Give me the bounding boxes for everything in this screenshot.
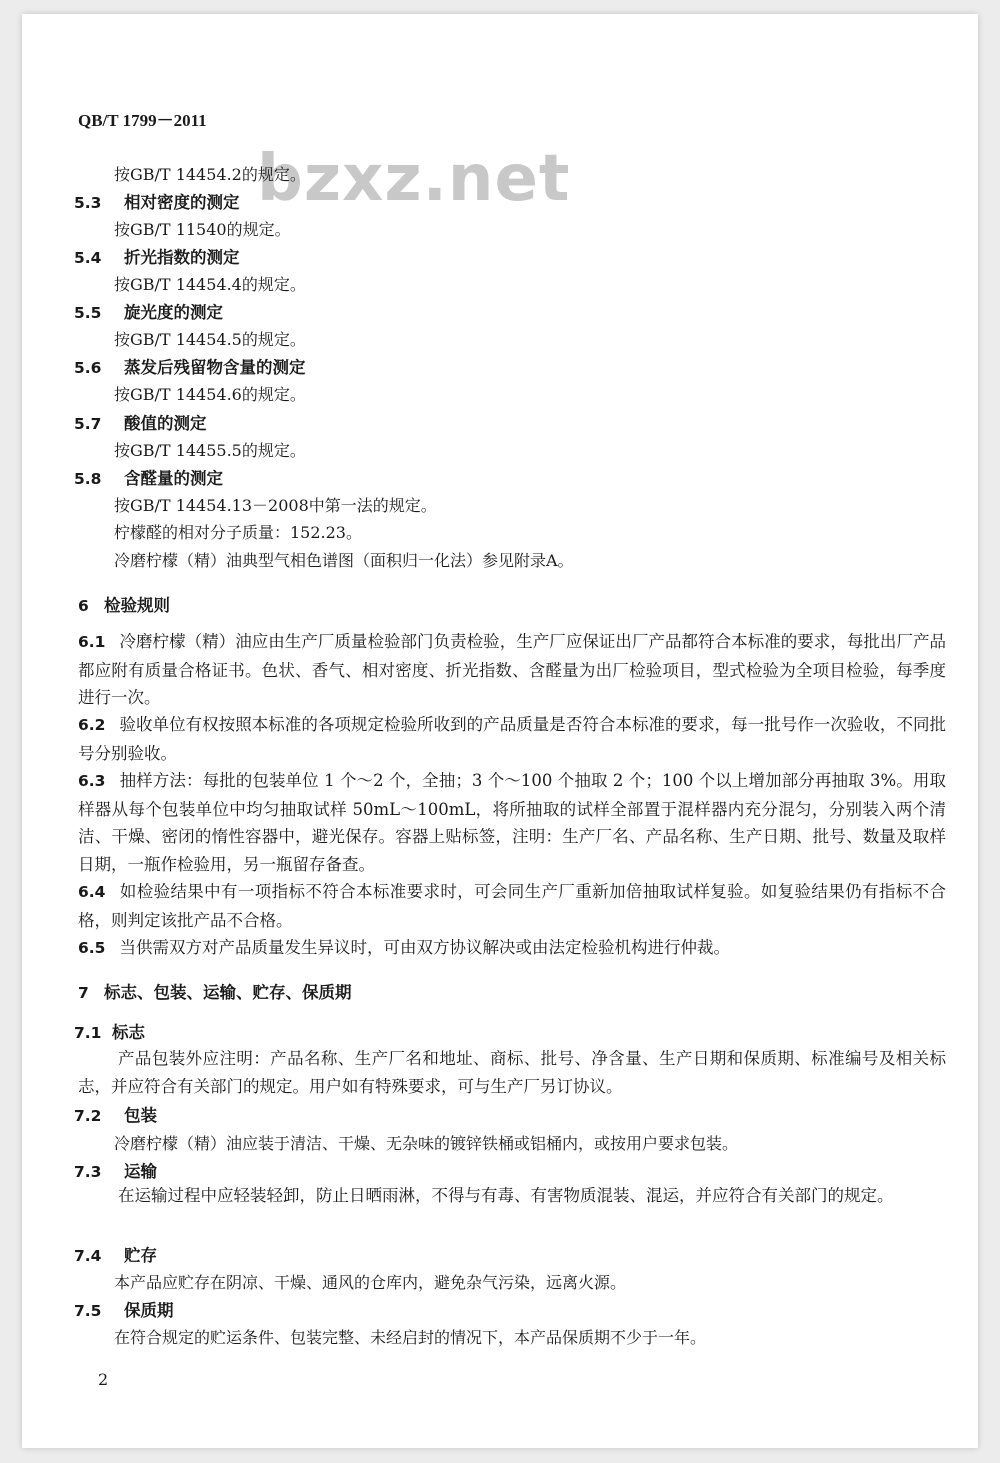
- section-6-heading: [78, 592, 170, 616]
- heading-number: 7.2: [74, 1107, 102, 1125]
- paragraph-6-2: 6.2 验收单位有权按照本标准的各项规定检验所收到的产品质量是否符合本标准的要求，每一批号作一次验收，不同批号分别验收。: [78, 715, 946, 763]
- heading-5-5: [74, 299, 223, 323]
- heading-title: 贮存: [124, 1246, 157, 1265]
- paragraph-6-5: 6.5 当供需双方对产品质量发生异议时，可由双方协议解决或由法定检验机构进行仲裁。: [78, 938, 730, 957]
- text-7-2: 冷磨柠檬（精）油应装于清洁、干燥、无杂味的镀锌铁桶或铝桶内，或按用户要求包装。: [114, 1134, 739, 1153]
- heading-number: 7.3: [74, 1163, 102, 1181]
- heading-number: 5.7: [74, 415, 102, 433]
- heading-title: 包装: [124, 1106, 157, 1125]
- heading-title: 含醛量的测定: [124, 469, 223, 488]
- heading-number: 5.3: [74, 194, 102, 212]
- heading-title: 酸值的测定: [124, 414, 207, 433]
- heading-5-6: [74, 354, 306, 378]
- heading-5-4: [74, 244, 240, 268]
- heading-number: 5.4: [74, 249, 102, 267]
- section-number: 7: [78, 984, 89, 1002]
- heading-title: 折光指数的测定: [124, 248, 240, 267]
- text-7-4: 本产品应贮存在阴凉、干燥、通风的仓库内，避免杂气污染，远离火源。: [114, 1273, 627, 1292]
- heading-number: 5.8: [74, 470, 102, 488]
- paragraph-6-4: 6.4 如检验结果中有一项指标不符合本标准要求时，可会同生产厂重新加倍抽取试样复验。如复验结果仍有指标不合格，则判定该批产品不合格。: [78, 882, 946, 930]
- document-page: [22, 14, 978, 1448]
- page-number: 2: [98, 1370, 109, 1389]
- text-5-7: 按GB/T 14455.5的规定。: [114, 441, 306, 460]
- section-number: 6: [78, 597, 89, 615]
- heading-title: 蒸发后残留物含量的测定: [124, 358, 306, 377]
- s5-intro-text: 按GB/T 14454.2的规定。: [114, 165, 306, 184]
- text-5-8: 按GB/T 14454.13－2008中第一法的规定。: [114, 496, 437, 515]
- heading-number: 5.6: [74, 359, 102, 377]
- standard-code: QB/T 1799－2011: [78, 111, 207, 130]
- text-5-5: 按GB/T 14454.5的规定。: [114, 330, 306, 349]
- text-5-3: 按GB/T 11540的规定。: [114, 220, 291, 239]
- watermark: bzxz.net: [257, 142, 571, 216]
- heading-number: 7.4: [74, 1247, 102, 1265]
- heading-number: 5.5: [74, 304, 102, 322]
- heading-title: 旋光度的测定: [124, 303, 223, 322]
- heading-number: 7.1: [74, 1024, 102, 1042]
- heading-number: 7.5: [74, 1302, 102, 1320]
- heading-5-8: [74, 465, 223, 489]
- paragraph-6-1: 6.1 冷磨柠檬（精）油应由生产厂质量检验部门负责检验，生产厂应保证出厂产品都符合本标准的要求，每批出厂产品都应附有质量合格证书。色状、香气、相对密度、折光指数、含醛量为出厂检验项目，型式检验为全项目检验，每季度进行一次。: [78, 632, 946, 707]
- text-7-1: 产品包装外应注明：产品名称、生产厂名和地址、商标、批号、净含量、生产日期和保质期、标准编号及相关标志，并应符合有关部门的规定。用户如有特殊要求，可与生产厂另订协议。: [78, 1049, 946, 1096]
- heading-7-1: [74, 1019, 145, 1043]
- text-5-6: 按GB/T 14454.6的规定。: [114, 385, 306, 404]
- heading-title: 相对密度的测定: [124, 193, 240, 212]
- text-5-8-molecular-mass: 柠檬醛的相对分子质量：152.23。: [114, 523, 362, 542]
- heading-title: 保质期: [124, 1301, 174, 1320]
- heading-5-7: [74, 410, 207, 434]
- heading-title: 标志: [112, 1023, 145, 1042]
- heading-7-3: [74, 1158, 157, 1182]
- section-title: 检验规则: [104, 596, 170, 615]
- heading-title: 运输: [124, 1162, 157, 1181]
- heading-7-2: [74, 1102, 157, 1126]
- heading-5-3: [74, 189, 240, 213]
- heading-7-4: [74, 1242, 157, 1266]
- section-7-heading: [78, 979, 352, 1003]
- text-5-8-chromatogram-note: 冷磨柠檬（精）油典型气相色谱图（面积归一化法）参见附录A。: [114, 551, 574, 570]
- text-7-5: 在符合规定的贮运条件、包装完整、未经启封的情况下，本产品保质期不少于一年。: [114, 1328, 707, 1347]
- text-7-3: 在运输过程中应轻装轻卸，防止日晒雨淋，不得与有毒、有害物质混装、混运，并应符合有关部门的规定。: [118, 1186, 894, 1205]
- text-5-4: 按GB/T 14454.4的规定。: [114, 275, 306, 294]
- paragraph-6-3: 6.3 抽样方法：每批的包装单位 1 个～2 个，全抽；3 个～100 个抽取 2 个；100 个以上增加部分再抽取 3%。用取样器从每个包装单位中均匀抽取试样 50mL～100mL，将所抽取的试样全部置于混样器内充分混匀，分别装入两个清洁、干燥、密闭的惰性容器中，避光保存。容器上贴标签，注明：生产厂名、产品名称、生产日期、批号、数量及取样日期，一瓶作检验用，另一瓶留存备查。: [78, 771, 946, 874]
- heading-7-5: [74, 1297, 174, 1321]
- section-title: 标志、包装、运输、贮存、保质期: [104, 983, 352, 1002]
